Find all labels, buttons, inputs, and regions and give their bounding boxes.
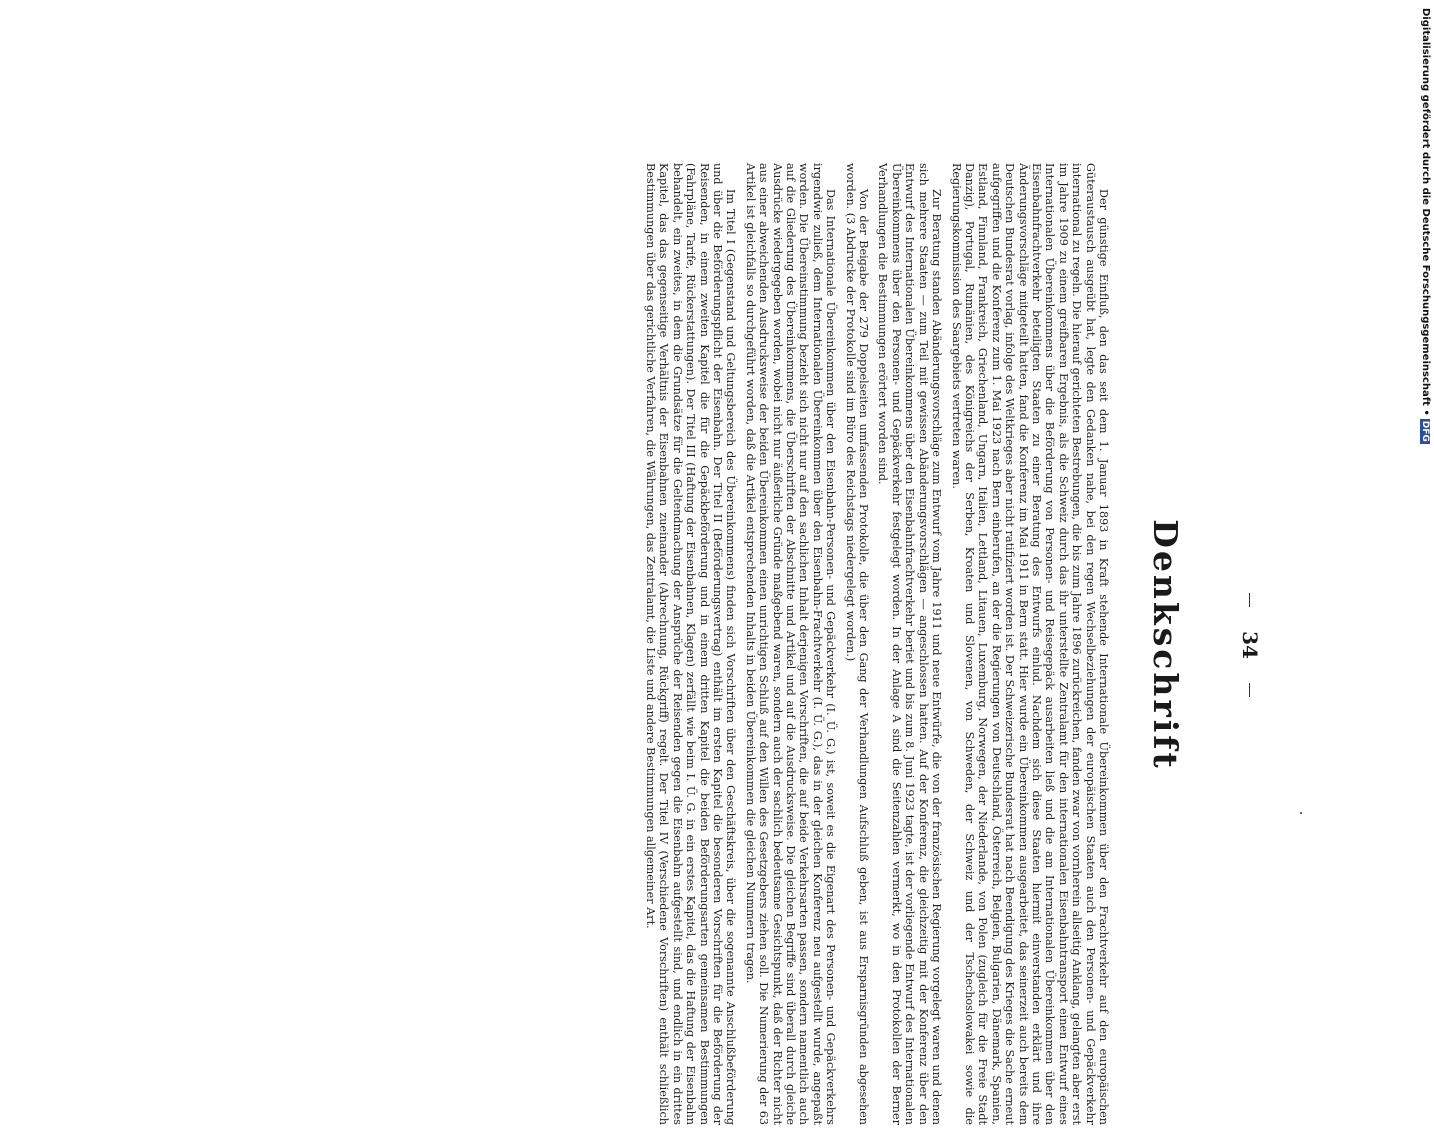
page-number-value: 34 — [1238, 631, 1262, 659]
digitization-credit — [1420, 8, 1431, 444]
paragraph: Das Internationale Übereinkommen über den Eisenbahn-Personen- und Gepäckverkehr (I. Ü. G.) ist, soweit es die Eigenart des Personen- und Gepäckverkehrs irgendwie zuließ, dem Internationalen Übereinkommen über den Eisenbahn-Frachtverkehr (I. Ü. G.), das in der gleichen Konferenz neu aufgestellt wurde, angepaßt worden. Die Übereinstimmung bezieht sich nicht nur auf den sachlichen Inhalt derjenigen Vorschriften, die auf beide Verkehrsarten passen, sondern namentlich auch auf die Gliederung des Übereinkommens, die Überschriften der Abschnitte und Artikel und auf die Ausdrucksweise. Die gleichen Begriffe sind überall durch gleiche Ausdrücke wiedergegeben worden, wobei nicht nur äußerliche Gründe maßgebend waren, sondern auch der sachlich bedeutsame Gesichtspunkt, daß der Richter nicht aus einer abweichenden Ausdrucksweise der beiden Übereinkommen einen unrichtigen Schluß auf den Willen des Gesetzgebers ziehen soll. Die Numerierung der 63 Artikel ist gleichfalls so durchgeführt worden, daß die Artikel entsprechenden Inhalts in beiden Übereinkommen die gleichen Nummern tragen. — [743, 163, 838, 1125]
dash-right — [1250, 683, 1251, 697]
dfg-badge: DFG — [1420, 420, 1430, 442]
paragraph: Zur Beratung standen Abänderungsvorschläge zum Entwurf vom Jahre 1911 und neue Entwürfe, die von der französischen Regierung vorgelegt waren und denen sich mehrere Staaten — zum Teil mit gewissen Abänderungsvorschlägen — angeschlossen hatten. Auf der Konferenz, die gleichzeitig mit der Konferenz über den Entwurf des Internationalen Übereinkommens über den Eisenbahnfrachtverkehr beriet und bis zum 8. Juni 1923 tagte, ist der vorliegende Entwurf des Internationalen Übereinkommens über den Personen- und Gepäckverkehr festgelegt worden. In der Anlage A sind die Seitenzahlen vermerkt, wo in den Protokollen der Berner Verhandlungen die Bestimmungen erörtert worden sind. — [876, 163, 944, 1125]
credit-text: Digitalisierung gefördert durch die Deutsche Forschungsgemeinschaft • — [1420, 8, 1431, 416]
paragraph: Von der Beigabe der 279 Doppelseiten umfassenden Protokolle, die über den Gang der Verhandlungen Aufschluß geben, ist aus Ersparnisgründen abgesehen worden. (3 Abdrucke der Protokolle sind im Büro des Reichstags niedergelegt worden.) — [843, 163, 871, 1125]
dash-left — [1250, 593, 1251, 607]
scan-speck — [1300, 812, 1302, 814]
paragraph: Im Titel I (Gegenstand und Geltungsbereich des Übereinkommens) finden sich Vorschriften über den Geschäftskreis, über die sogenannte Anschlußbeförderung und über die Beförderungspflicht der Eisenbahn. Der Titel II (Beförderungsvertrag) enthält im ersten Kapitel die besonderen Vorschriften für die Beförderung der Reisenden, in einem zweiten Kapitel die für die Gepäckbeförderung und in einem dritten Kapitel die beiden Beförderungsarten gemeinsamen Bestimmungen (Fahrpläne, Tarife, Rückerstattungen). Der Titel III (Haftung der Eisenbahnen, Klagen) zerfällt wie beim I. Ü. G. in ein erstes Kapitel, das die Haftung der Eisenbahn behandelt, ein zweites, in dem die Grundsätze für die Geltendmachung der Ansprüche der Reisenden gegen die Eisenbahn aufgestellt sind, und endlich in ein drittes Kapitel, das das gegenseitige Verhältnis der Eisenbahnen zueinander (Abrechnung, Rückgriff) regelt. Der Titel IV (Verschiedene Vorschriften) enthält schließlich Bestimmungen über das gerichtliche Verfahren, die Währungen, das Zentralamt, die Liste und andere Bestimmungen allgemeiner Art. — [644, 163, 738, 1125]
paragraph: Der günstige Einfluß, den das seit dem 1. Januar 1893 in Kraft stehende Internationale Übereinkommen über den Frachtverkehr auf den europäischen Güteraustausch ausgeübt hat, legte den Gedanken nahe, bei den regen Wechselbeziehungen der europäischen Staaten auch den Personen- und Gepäckverkehr international zu regeln. Die hierauf gerichteten Bestrebungen, die bis zum Jahre 1896 zurückreichen, fanden zwar von vornherein allseitig Anklang, gelangten aber erst im Jahre 1909 zu einem greifbaren Ergebnis, als die Schweiz durch das ihr unterstellte Zentralamt für den internationalen Eisenbahntransport einen Entwurf eines Internationalen Übereinkommens über die Beförderung von Personen- und Reisegepäck ausarbeiten ließ und die am Internationalen Übereinkommen über den Eisenbahnfrachtverkehr beteiligten Staaten zu einer Beratung des Entwurfs einlud. Nachdem sich diese Staaten hiermit einverstanden erklärt und ihre Änderungsvorschläge mitgeteilt hatten, fand die Konferenz im Mai 1911 in Bern statt. Hier wurde ein Übereinkommen ausgearbeitet, das seinerzeit auch bereits dem Deutschen Bundesrat vorlag, infolge des Weltkrieges aber nicht ratifiziert worden ist. Der Schweizerische Bundesrat hat nach Beendigung des Krieges die Sache erneut aufgegriffen und die Konferenz zum 1. Mai 1923 nach Bern einberufen, an der die Regierungen von Deutschland, Österreich, Belgien, Bulgarien, Dänemark, Spanien, Estland, Finnland, Frankreich, Griechenland, Ungarn, Italien, Lettland, Litauen, Luxemburg, Norwegen, der Niederlande, von Polen (zugleich für die Freie Stadt Danzig), Portugal, Rumänien, des Königreichs der Serben, Kroaten und Slovenen, von Schweden, der Schweiz und der Tschechoslowakei sowie die Regierungskommission des Saargebiets vertreten waren. — [949, 163, 1110, 1125]
page-number — [1220, 145, 1280, 1145]
page-title: Denkschrift — [1146, 519, 1185, 771]
body-text — [638, 163, 1110, 1125]
rotated-page-content — [180, 145, 1280, 1145]
